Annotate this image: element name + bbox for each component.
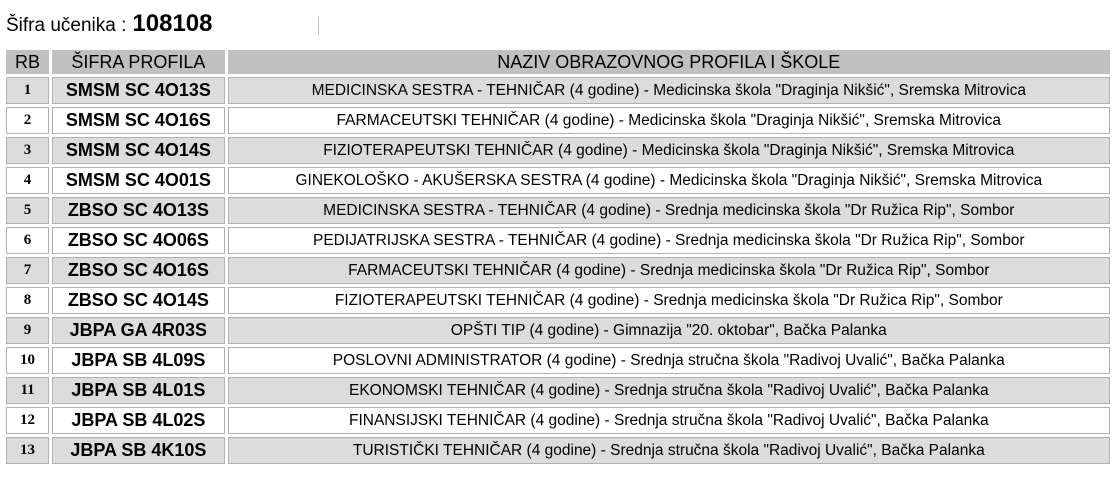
table-row — [6, 227, 1110, 254]
profile-code: JBPA SB 4L01S — [52, 377, 224, 404]
column-header-code: ŠIFRA PROFILA — [52, 50, 224, 74]
table-row — [6, 287, 1110, 314]
profile-school-name: POSLOVNI ADMINISTRATOR (4 godine) - Srednja stručna škola "Radivoj Uvalić", Bačka Palanka — [228, 347, 1110, 374]
row-number: 10 — [6, 347, 49, 374]
table-row — [6, 407, 1110, 434]
profile-school-name: MEDICINSKA SESTRA - TEHNIČAR (4 godine) - Srednja medicinska škola "Dr Ružica Rip", Sombor — [228, 197, 1110, 224]
profile-school-name: FIZIOTERAPEUTSKI TEHNIČAR (4 godine) - Srednja medicinska škola "Dr Ružica Rip", Sombor — [228, 287, 1110, 314]
table-body — [6, 77, 1110, 464]
table-row — [6, 347, 1110, 374]
profiles-table — [3, 47, 1113, 467]
row-number: 13 — [6, 437, 49, 464]
profile-code: JBPA SB 4L09S — [52, 347, 224, 374]
student-id-label: Šifra učenika : — [6, 15, 127, 36]
table-header-row — [6, 50, 1110, 74]
profile-school-name: TURISTIČKI TEHNIČAR (4 godine) - Srednja stručna škola "Radivoj Uvalić", Bačka Palanka — [228, 437, 1110, 464]
profile-code: SMSM SC 4O16S — [52, 107, 224, 134]
header-divider — [318, 17, 319, 35]
profile-code: SMSM SC 4O01S — [52, 167, 224, 194]
profile-school-name: FARMACEUTSKI TEHNIČAR (4 godine) - Srednja medicinska škola "Dr Ružica Rip", Sombor — [228, 257, 1110, 284]
row-number: 1 — [6, 77, 49, 104]
table-row — [6, 317, 1110, 344]
row-number: 4 — [6, 167, 49, 194]
profile-school-name: MEDICINSKA SESTRA - TEHNIČAR (4 godine) - Medicinska škola "Draginja Nikšić", Sremska Mitrovica — [228, 77, 1110, 104]
profile-code: JBPA GA 4R03S — [52, 317, 224, 344]
table-row — [6, 257, 1110, 284]
table-row — [6, 377, 1110, 404]
profile-code: JBPA SB 4K10S — [52, 437, 224, 464]
table-row — [6, 437, 1110, 464]
row-number: 12 — [6, 407, 49, 434]
row-number: 3 — [6, 137, 49, 164]
column-header-rb: RB — [6, 50, 49, 74]
profile-school-name: EKONOMSKI TEHNIČAR (4 godine) - Srednja stručna škola "Radivoj Uvalić", Bačka Palanka — [228, 377, 1110, 404]
row-number: 6 — [6, 227, 49, 254]
profile-school-name: GINEKOLOŠKO - AKUŠERSKA SESTRA (4 godine) - Medicinska škola "Draginja Nikšić", Sremska Mitrovica — [228, 167, 1110, 194]
row-number: 2 — [6, 107, 49, 134]
student-id-value: 108108 — [132, 10, 213, 37]
table-row — [6, 137, 1110, 164]
profile-code: ZBSO SC 4O06S — [52, 227, 224, 254]
column-header-name: NAZIV OBRAZOVNOG PROFILA I ŠKOLE — [228, 50, 1110, 74]
row-number: 9 — [6, 317, 49, 344]
profile-code: JBPA SB 4L02S — [52, 407, 224, 434]
profile-code: ZBSO SC 4O13S — [52, 197, 224, 224]
table-row — [6, 107, 1110, 134]
row-number: 7 — [6, 257, 49, 284]
row-number: 5 — [6, 197, 49, 224]
table-row — [6, 197, 1110, 224]
profile-code: ZBSO SC 4O16S — [52, 257, 224, 284]
profile-code: ZBSO SC 4O14S — [52, 287, 224, 314]
profile-school-name: PEDIJATRIJSKA SESTRA - TEHNIČAR (4 godine) - Srednja medicinska škola "Dr Ružica Rip", Sombor — [228, 227, 1110, 254]
profile-code: SMSM SC 4O13S — [52, 77, 224, 104]
row-number: 8 — [6, 287, 49, 314]
row-number: 11 — [6, 377, 49, 404]
profile-school-name: FIZIOTERAPEUTSKI TEHNIČAR (4 godine) - Medicinska škola "Draginja Nikšić", Sremska Mitrovica — [228, 137, 1110, 164]
profile-code: SMSM SC 4O14S — [52, 137, 224, 164]
profile-school-name: OPŠTI TIP (4 godine) - Gimnazija "20. oktobar", Bačka Palanka — [228, 317, 1110, 344]
table-row — [6, 77, 1110, 104]
table-row — [6, 167, 1110, 194]
student-header — [6, 10, 213, 42]
profile-school-name: FARMACEUTSKI TEHNIČAR (4 godine) - Medicinska škola "Draginja Nikšić", Sremska Mitrovica — [228, 107, 1110, 134]
profile-school-name: FINANSIJSKI TEHNIČAR (4 godine) - Srednja stručna škola "Radivoj Uvalić", Bačka Palanka — [228, 407, 1110, 434]
